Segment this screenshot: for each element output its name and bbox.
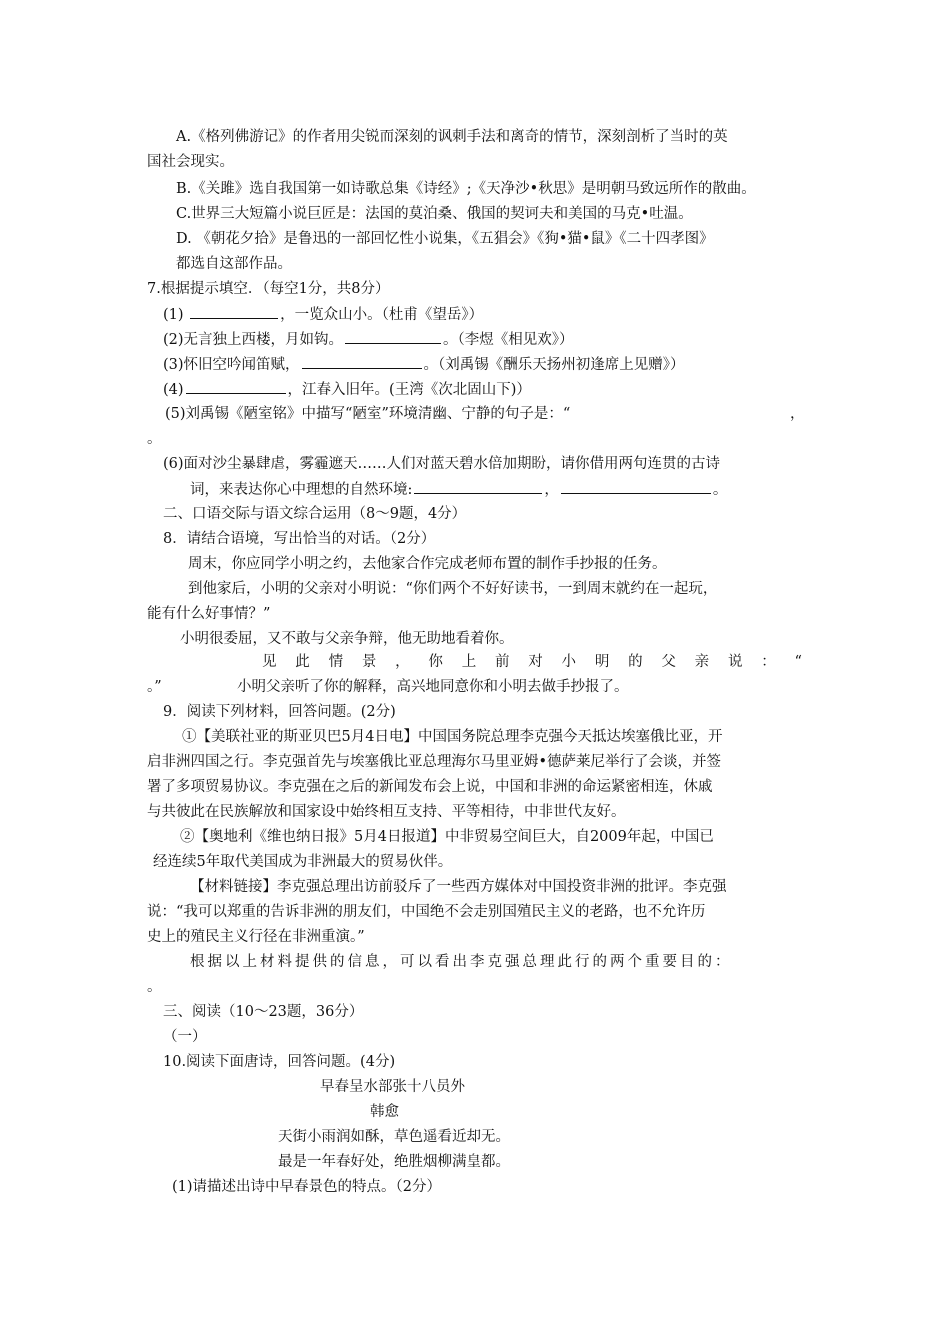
q9-link-line1: 【材料链接】李克强总理出访前驳斥了一些西方媒体对中国投资非洲的批评。李克强	[190, 879, 727, 895]
q7-item-2-prefix: (2)无言独上西楼，月如钩。	[163, 332, 344, 348]
spread-char: 上	[461, 654, 477, 670]
q7-item-1-suffix: ，一览众山小。（杜甫《望岳》）	[280, 307, 484, 323]
spread-char: 情	[328, 654, 344, 670]
q7-item-4	[163, 379, 531, 400]
q7-item-3-prefix: (3)怀旧空吟闻笛赋，	[163, 357, 300, 373]
q7-heading: 7.根据提示填空．（每空1分，共8分）	[147, 281, 390, 297]
poem-title: 早春呈水部张十八员外	[320, 1079, 465, 1095]
q9-link-line3: 史上的殖民主义行径在非洲重演。”	[147, 929, 365, 945]
spread-char: 前	[494, 654, 510, 670]
q9-material-2-line2: 经连续5年取代美国成为非洲最大的贸易伙伴。	[153, 854, 453, 870]
q7-item-2-suffix: 。（李煜《相见欢》）	[443, 332, 574, 348]
q7-item-5-end: 。	[147, 431, 162, 447]
answer-blank[interactable]	[302, 354, 422, 369]
poem-line-2: 最是一年春好处，绝胜烟柳满皇都。	[278, 1154, 510, 1170]
spread-char: 亲	[694, 654, 710, 670]
spread-char: 的	[628, 654, 643, 670]
q7-item-5-comma: ，	[790, 406, 805, 422]
q7-item-6-line1: (6)面对沙尘暴肆虐，雾霾遮天……人们对蓝天碧水倍加期盼，请你借用两句连贯的古诗	[163, 456, 721, 472]
q8-answer-close: 。”	[147, 679, 162, 695]
q8-heading: 8．请结合语境，写出恰当的对话。（2分）	[163, 531, 436, 547]
q8-paragraph-3: 小明很委屈，又不敢与父亲争辩，他无助地看着你。	[180, 631, 514, 647]
q9-link-line2: 说：“我可以郑重的告诉非洲的朋友们，中国绝不会走别国殖民主义的老路，也不允许历	[147, 904, 706, 920]
q9-end: 。	[147, 979, 162, 995]
q9-material-1-line4: 与共彼此在民族解放和国家设中始终相互支持、平等相待，中非世代友好。	[147, 804, 626, 820]
q9-question: 根据以上材料提供的信息，可以看出李克强总理此行的两个重要目的：	[190, 954, 733, 970]
q7-item-4-suffix: ，江春入旧年。(王湾《次北固山下)）	[287, 382, 531, 398]
answer-blank[interactable]	[190, 304, 278, 319]
option-b: B.《关雎》选自我国第一如诗歌总集《诗经》;《天净沙•秋思》是明朝马致远所作的散曲。	[176, 181, 756, 197]
q8-paragraph-5: 小明父亲听了你的解释，高兴地同意你和小明去做手抄报了。	[237, 679, 629, 695]
spread-char: 此	[295, 654, 310, 670]
section-3-heading: 三、阅读（10～23题，36分）	[163, 1004, 364, 1020]
q7-item-6-line2	[190, 479, 727, 500]
option-c: C.世界三大短篇小说巨匠是：法国的莫泊桑、俄国的契诃夫和美国的马克•吐温。	[176, 206, 693, 222]
q7-item-3-suffix: 。（刘禹锡《酬乐天扬州初逢席上见赠》）	[423, 357, 685, 373]
q8-paragraph-4	[262, 652, 802, 672]
q10-sub-1: (1)请描述出诗中早春景色的特点。（2分）	[172, 1179, 442, 1195]
option-a-line2: 国社会现实。	[147, 154, 234, 170]
q9-heading: 9．阅读下列材料，回答问题。(2分)	[163, 704, 396, 720]
spread-char: 对	[528, 654, 543, 670]
answer-blank[interactable]	[345, 329, 441, 344]
q7-item-4-prefix: (4)	[163, 382, 184, 398]
section-2-heading: 二、口语交际与语文综合运用（8～9题，4分）	[163, 506, 467, 522]
poem-line-1: 天街小雨润如酥，草色遥看近却无。	[278, 1129, 510, 1145]
q9-material-1-line3: 署了多项贸易协议。李克强在之后的新闻发布会上说，中国和非洲的命运紧密相连，休戚	[147, 779, 713, 795]
option-d-line2: 都选自这部作品。	[176, 256, 292, 272]
q7-item-6-prefix: 词，来表达你心中理想的自然环境:	[190, 482, 413, 498]
q8-paragraph-1: 周末，你应同学小明之约，去他家合作完成老师布置的制作手抄报的任务。	[188, 556, 667, 572]
spread-char: 明	[594, 654, 610, 670]
q9-material-1-line2: 启非洲四国之行。李克强首先与埃塞俄比亚总理海尔马里亚姆•德萨莱尼举行了会谈，并签	[147, 754, 722, 770]
q7-item-6-end: 。	[712, 482, 728, 498]
spread-char: 小	[561, 654, 577, 670]
poem-author: 韩愈	[370, 1104, 399, 1120]
q7-item-5: (5)刘禹锡《陋室铭》中描写“陋室”环境清幽、宁静的句子是：“	[165, 406, 571, 422]
q8-paragraph-2-line2: 能有什么好事情？”	[147, 606, 271, 622]
spread-char: 父	[661, 654, 676, 670]
spread-char: “	[794, 654, 802, 670]
answer-blank[interactable]	[561, 479, 711, 494]
q7-item-3	[163, 354, 685, 375]
spread-char: ，	[395, 654, 410, 670]
q7-item-2	[163, 329, 574, 350]
spread-char: 景	[361, 654, 377, 670]
option-d-line1: D. 《朝花夕拾》是鲁迅的一部回忆性小说集，《五猖会》《狗•猫•鼠》《二十四孝图》	[176, 231, 714, 247]
q7-item-1	[163, 304, 483, 325]
q9-material-2-line1: ②【奥地利《维也纳日报》5月4日报道】中非贸易空间巨大，自2009年起，中国已	[180, 829, 714, 845]
spread-char: 见	[262, 654, 277, 670]
q7-item-6-separator: ，	[544, 482, 559, 498]
q9-material-1-line1: ①【美联社亚的斯亚贝巴5月4日电】中国国务院总理李克强今天抵达埃塞俄比亚，开	[182, 729, 723, 745]
option-a-line1: A.《格列佛游记》的作者用尖锐而深刻的讽刺手法和离奇的情节，深刻剖析了当时的英	[176, 129, 728, 145]
spread-char: 说	[727, 654, 743, 670]
spread-char: 你	[428, 654, 443, 670]
q7-item-1-prefix: (1)	[163, 307, 184, 323]
answer-blank[interactable]	[414, 479, 542, 494]
q10-heading: 10.阅读下面唐诗，回答问题。(4分)	[163, 1054, 396, 1070]
section-3-subheading: （一）	[163, 1029, 207, 1045]
q8-paragraph-2-line1: 到他家后，小明的父亲对小明说：“你们两个不好好读书，一到周末就约在一起玩，	[188, 581, 718, 597]
answer-blank[interactable]	[186, 379, 286, 394]
spread-char: ：	[761, 654, 776, 670]
